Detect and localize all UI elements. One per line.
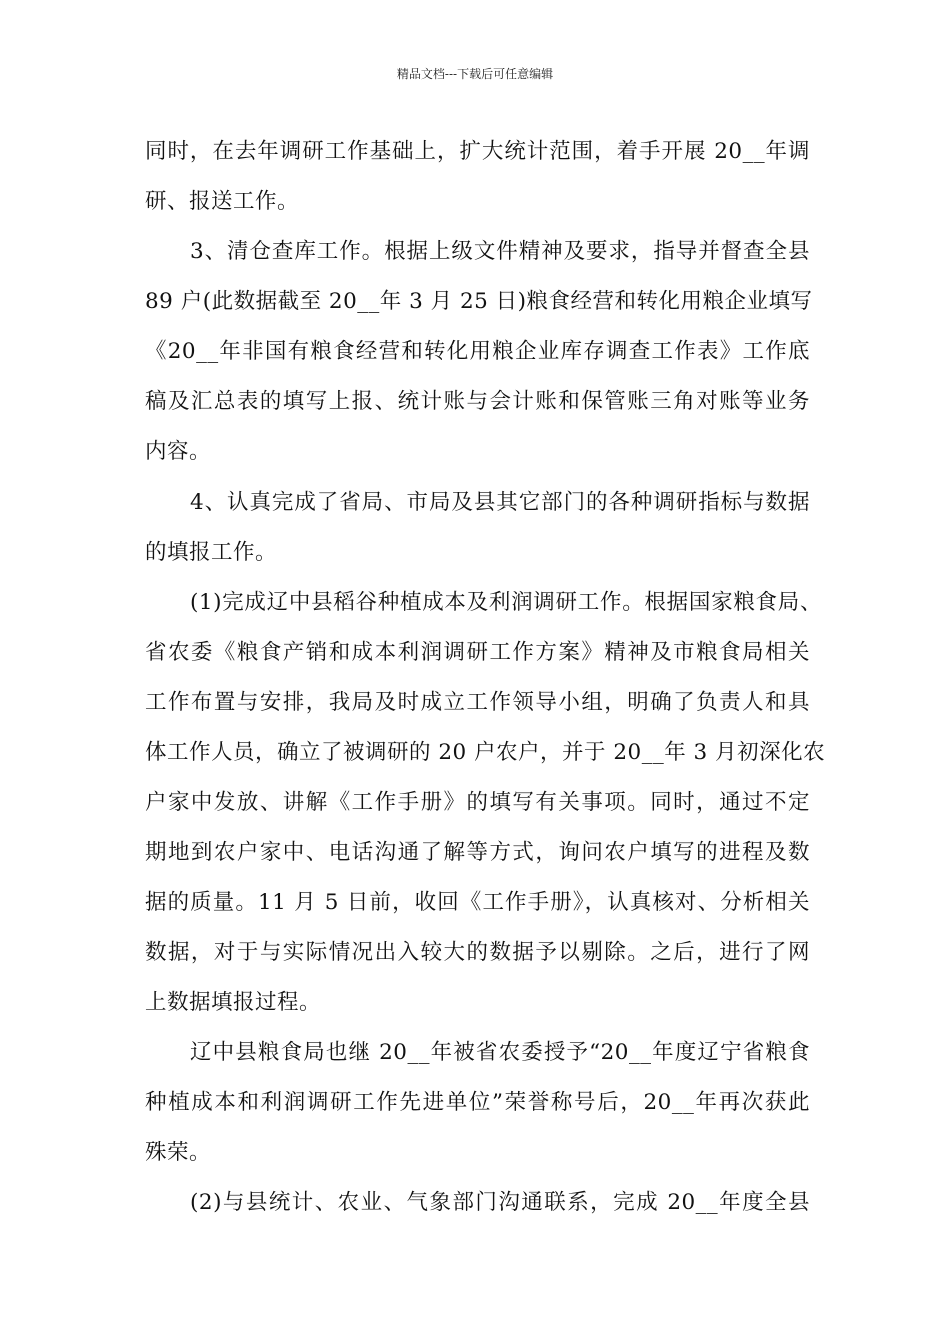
paragraph-line: 的填报工作。	[145, 540, 278, 565]
paragraph-line: 殊荣。	[145, 1140, 212, 1165]
paragraph-line: 户家中发放、讲解《工作手册》的填写有关事项。同时，通过不定	[145, 790, 810, 815]
paragraph-line: 体工作人员，确立了被调研的 20 户农户，并于 20__年 3 月初深化农	[145, 740, 826, 765]
paragraph-line: 省农委《粮食产销和成本利润调研工作方案》精神及市粮食局相关	[145, 640, 810, 665]
paragraph-line: 同时，在去年调研工作基础上，扩大统计范围，着手开展 20__年调	[145, 139, 810, 164]
paragraph-line: (2)与县统计、农业、气象部门沟通联系，完成 20__年度全县	[190, 1190, 810, 1215]
paragraph-line: 稿及汇总表的填写上报、统计账与会计账和保管账三角对账等业务	[145, 389, 810, 414]
paragraph-line: 辽中县粮食局也继 20__年被省农委授予“20__年度辽宁省粮食	[190, 1040, 810, 1065]
paragraph-line: 《20__年非国有粮食经营和转化用粮企业库存调查工作表》工作底	[145, 339, 810, 364]
paragraph-line: 工作布置与安排，我局及时成立工作领导小组，明确了负责人和具	[145, 690, 810, 715]
paragraph-line: 研、报送工作。	[145, 189, 300, 214]
paragraph-line: 种植成本和利润调研工作先进单位”荣誉称号后，20__年再次获此	[145, 1090, 810, 1115]
paragraph-line: 4、认真完成了省局、市局及县其它部门的各种调研指标与数据	[190, 490, 810, 515]
paragraph-line: 上数据填报过程。	[145, 990, 322, 1015]
paragraph-line: 期地到农户家中、电话沟通了解等方式，询问农户填写的进程及数	[145, 840, 810, 865]
paragraph-line: 89 户(此数据截至 20__年 3 月 25 日)粮食经营和转化用粮企业填写	[145, 289, 813, 314]
paragraph-line: 据的质量。11 月 5 日前，收回《工作手册》，认真核对、分析相关	[145, 890, 810, 915]
paragraph-line: 3、清仓查库工作。根据上级文件精神及要求，指导并督查全县	[190, 239, 810, 264]
paragraph-line: (1)完成辽中县稻谷种植成本及利润调研工作。根据国家粮食局、	[190, 590, 822, 615]
page-header: 精品文档---下载后可任意编辑	[396, 67, 554, 81]
paragraph-line: 内容。	[145, 439, 212, 464]
paragraph-line: 数据，对于与实际情况出入较大的数据予以剔除。之后，进行了网	[145, 940, 810, 965]
